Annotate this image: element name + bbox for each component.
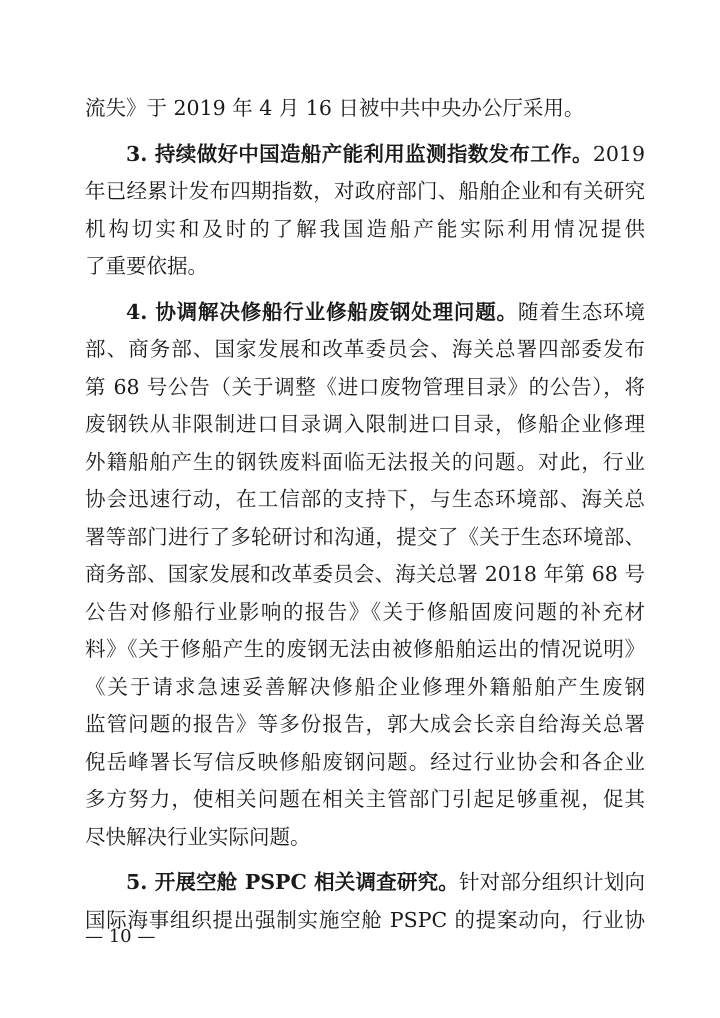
paragraph-4-line: 协会迅速行动，在工信部的支持下，与生态环境部、海关总 [85,487,645,511]
paragraph-4-line: 多方努力，使相关问题在相关主管部门引起足够重视，促其 [85,787,645,811]
paragraph-3-line: 了重要依据。 [85,254,208,278]
paragraph-4-line: 监管问题的报告》等多份报告，郭大成会长亲自给海关总署 [85,712,645,736]
paragraph-3-first-text: 2019 [592,141,645,166]
paragraph-4-first-text: 随着生态环境 [517,299,645,324]
paragraph-3 [85,136,645,286]
paragraph-4-line: 废钢铁从非限制进口目录调入限制进口目录，修船企业修理 [85,412,645,436]
paragraph-4-line: 外籍船舶产生的钢铁废料面临无法报关的问题。对此，行业 [85,449,645,474]
paragraph-4-line: 尽快解决行业实际问题。 [85,824,311,849]
paragraph-4-line: 第 68 号公告（关于调整《进口废物管理目录》的公告），将 [85,374,645,399]
paragraph-5-line: 国际海事组织提出强制实施空舱 PSPC 的提案动向，行业协 [85,907,645,932]
paragraph-4-line: 署等部门进行了多轮研讨和沟通，提交了《关于生态环境部、 [85,524,645,549]
intro-line: 流失》于 2019 年 4 月 16 日被中共中央办公厅采用。 [85,96,585,120]
paragraph-3-heading: 3. 持续做好中国造船产能利用监测指数发布工作。 [126,141,593,166]
document-body [85,90,645,939]
paragraph-5-first-text: 针对部分组织计划向 [458,870,646,894]
paragraph-4-line: 公告对修船行业影响的报告》《关于修船固废问题的补充材 [85,599,645,624]
paragraph-3-first-line [85,136,645,174]
paragraph-3-line: 年已经累计发布四期指数，对政府部门、船舶企业和有关研究 [85,179,645,203]
paragraph-5-first-line [85,864,645,902]
paragraph-5 [85,864,645,939]
page-number: — 10 — [85,926,156,947]
paragraph-4-line: 料》《关于修船产生的废钢无法由被修船舶运出的情况说明》 [85,637,645,661]
paragraph-4-line: 《关于请求急速妥善解决修船企业修理外籍船舶产生废钢 [85,674,645,699]
paragraph-4 [85,294,645,857]
paragraph-4-line: 倪岳峰署长写信反映修船废钢问题。经过行业协会和各企业 [85,749,645,774]
paragraph-3-line: 机构切实和及时的了解我国造船产能实际利用情况提供 [85,216,645,241]
paragraph-4-line: 部、商务部、国家发展和改革委员会、海关总署四部委发布 [85,337,645,361]
paragraph-4-heading: 4. 协调解决修船行业修船废钢处理问题。 [126,299,518,324]
paragraph-4-line: 商务部、国家发展和改革委员会、海关总署 2018 年第 68 号 [85,562,645,586]
paragraph-4-first-line [85,294,645,332]
paragraph-5-heading: 5. 开展空舱 PSPC 相关调查研究。 [126,870,459,894]
